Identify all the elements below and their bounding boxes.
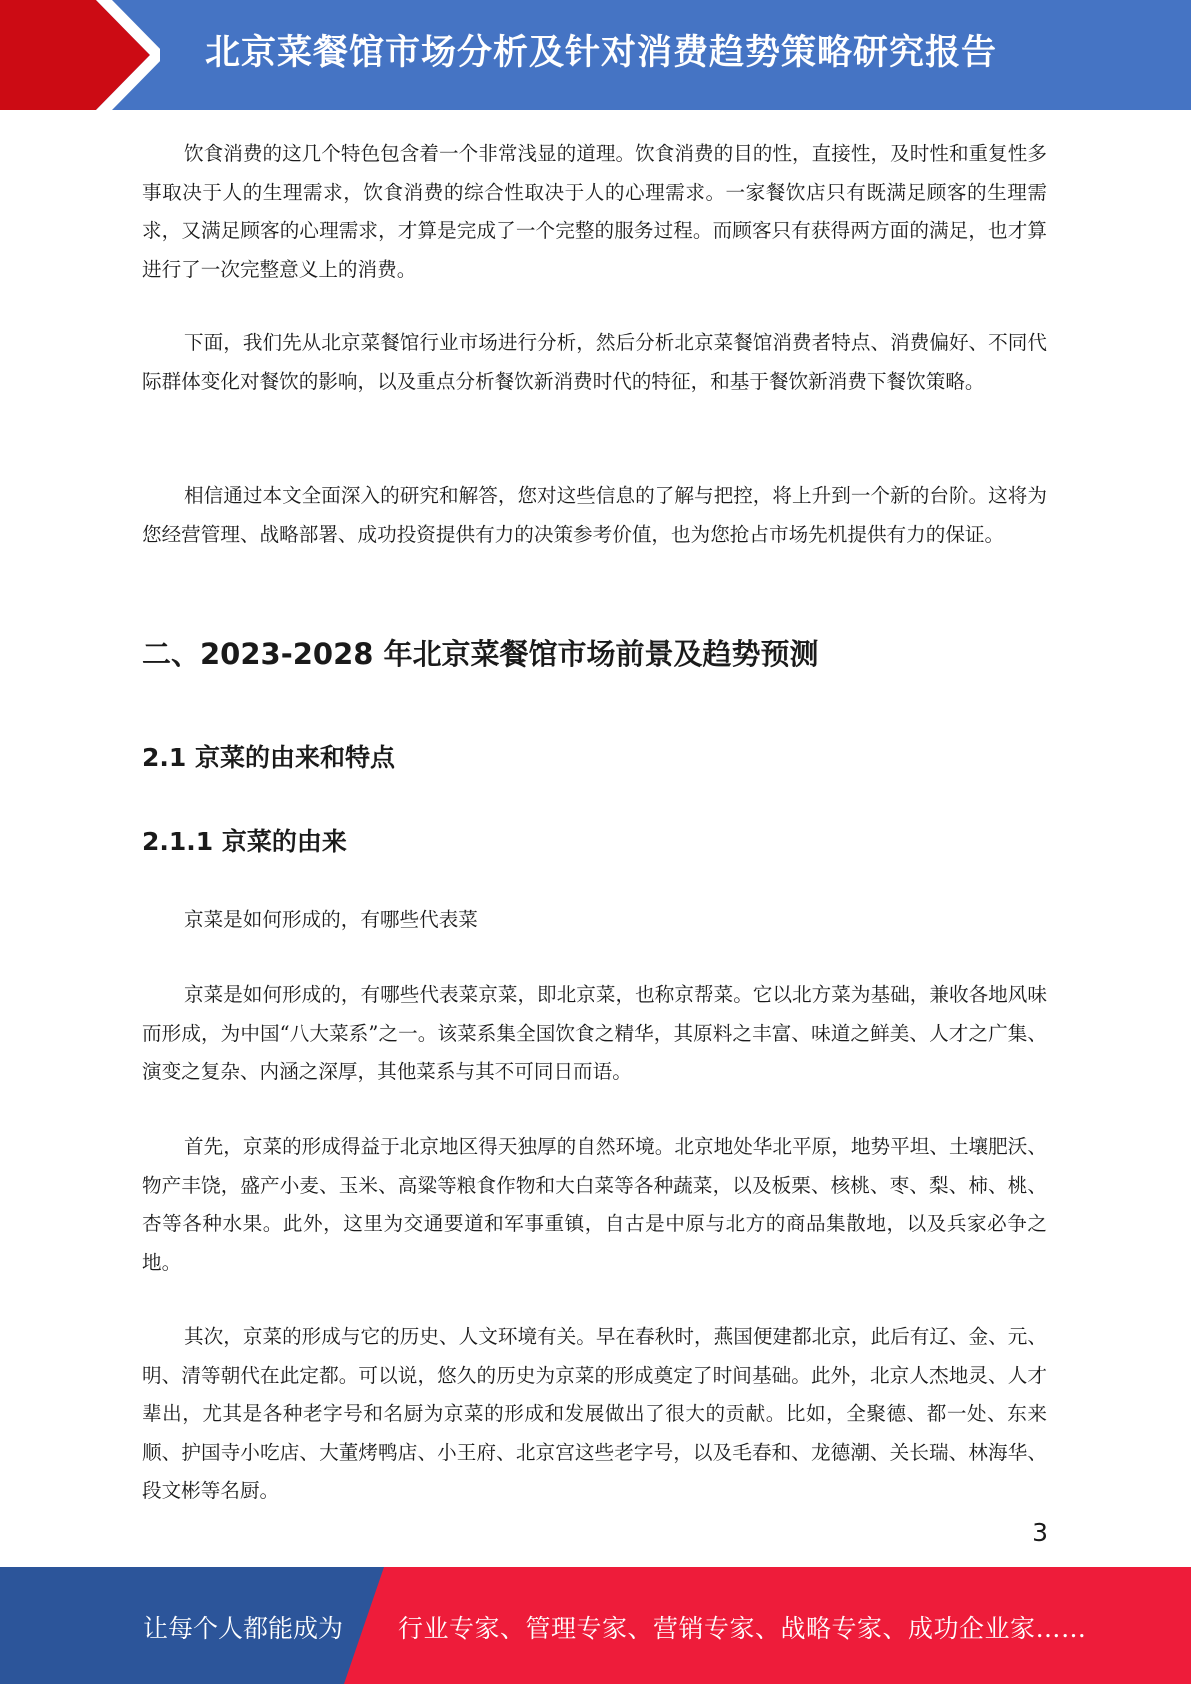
footer-slogan-right: 行业专家、管理专家、营销专家、战略专家、成功企业家…… bbox=[398, 1614, 1087, 1643]
page-footer bbox=[0, 1567, 1191, 1684]
subsubsection-heading: 2.1.1 京菜的由来 bbox=[142, 827, 347, 856]
section-heading: 二、2023-2028 年北京菜餐馆市场前景及趋势预测 bbox=[142, 637, 819, 671]
page-header bbox=[0, 0, 1191, 110]
report-title: 北京菜餐馆市场分析及针对消费趋势策略研究报告 bbox=[205, 33, 998, 73]
body-paragraph: 相信通过本文全面深入的研究和解答，您对这些信息的了解与把控，将上升到一个新的台阶。这将为您经营管理、战略部署、成功投资提供有力的决策参考价值，也为您抢占市场先机提供有力的保证。 bbox=[142, 484, 1047, 546]
header-arrow-decoration bbox=[0, 0, 160, 110]
body-paragraph: 其次，京菜的形成与它的历史、人文环境有关。早在春秋时，燕国便建都北京，此后有辽、金、元、明、清等朝代在此定都。可以说，悠久的历史为京菜的形成奠定了时间基础。此外，北京人杰地灵、人才辈出，尤其是各种老字号和名厨为京菜的形成和发展做出了很大的贡献。比如，全聚德、都一处、东来顺、护国寺小吃店、大董烤鸭店、小王府、北京宫这些老字号，以及毛春和、龙德潮、关长瑞、林海华、段文彬等名厨。 bbox=[142, 1325, 1047, 1502]
body-paragraph: 首先，京菜的形成得益于北京地区得天独厚的自然环境。北京地处华北平原，地势平坦、土壤肥沃、物产丰饶，盛产小麦、玉米、高粱等粮食作物和大白菜等各种蔬菜，以及板栗、核桃、枣、梨、柿、桃、杏等各种水果。此外，这里为交通要道和军事重镇，自古是中原与北方的商品集散地，以及兵家必争之地。 bbox=[142, 1135, 1047, 1274]
body-paragraph: 京菜是如何形成的，有哪些代表菜 bbox=[184, 908, 478, 931]
body-paragraph: 饮食消费的这几个特色包含着一个非常浅显的道理。饮食消费的目的性，直接性，及时性和重复性多事取决于人的生理需求，饮食消费的综合性取决于人的心理需求。一家餐饮店只有既满足顾客的生理需求，又满足顾客的心理需求，才算是完成了一个完整的服务过程。而顾客只有获得两方面的满足，也才算进行了一次完整意义上的消费。 bbox=[142, 142, 1047, 281]
body-paragraph: 下面，我们先从北京菜餐馆行业市场进行分析，然后分析北京菜餐馆消费者特点、消费偏好、不同代际群体变化对餐饮的影响，以及重点分析餐饮新消费时代的特征，和基于餐饮新消费下餐饮策略。 bbox=[142, 331, 1047, 393]
footer-slogan-left: 让每个人都能成为 bbox=[143, 1614, 344, 1643]
subsection-heading: 2.1 京菜的由来和特点 bbox=[142, 743, 395, 772]
body-paragraph: 京菜是如何形成的，有哪些代表菜京菜，即北京菜，也称京帮菜。它以北方菜为基础，兼收各地风味而形成，为中国“八大菜系”之一。该菜系集全国饮食之精华，其原料之丰富、味道之鲜美、人才之广集、演变之复杂、内涵之深厚，其他菜系与其不可同日而语。 bbox=[142, 983, 1047, 1083]
page-number: 3 bbox=[1032, 1518, 1048, 1547]
